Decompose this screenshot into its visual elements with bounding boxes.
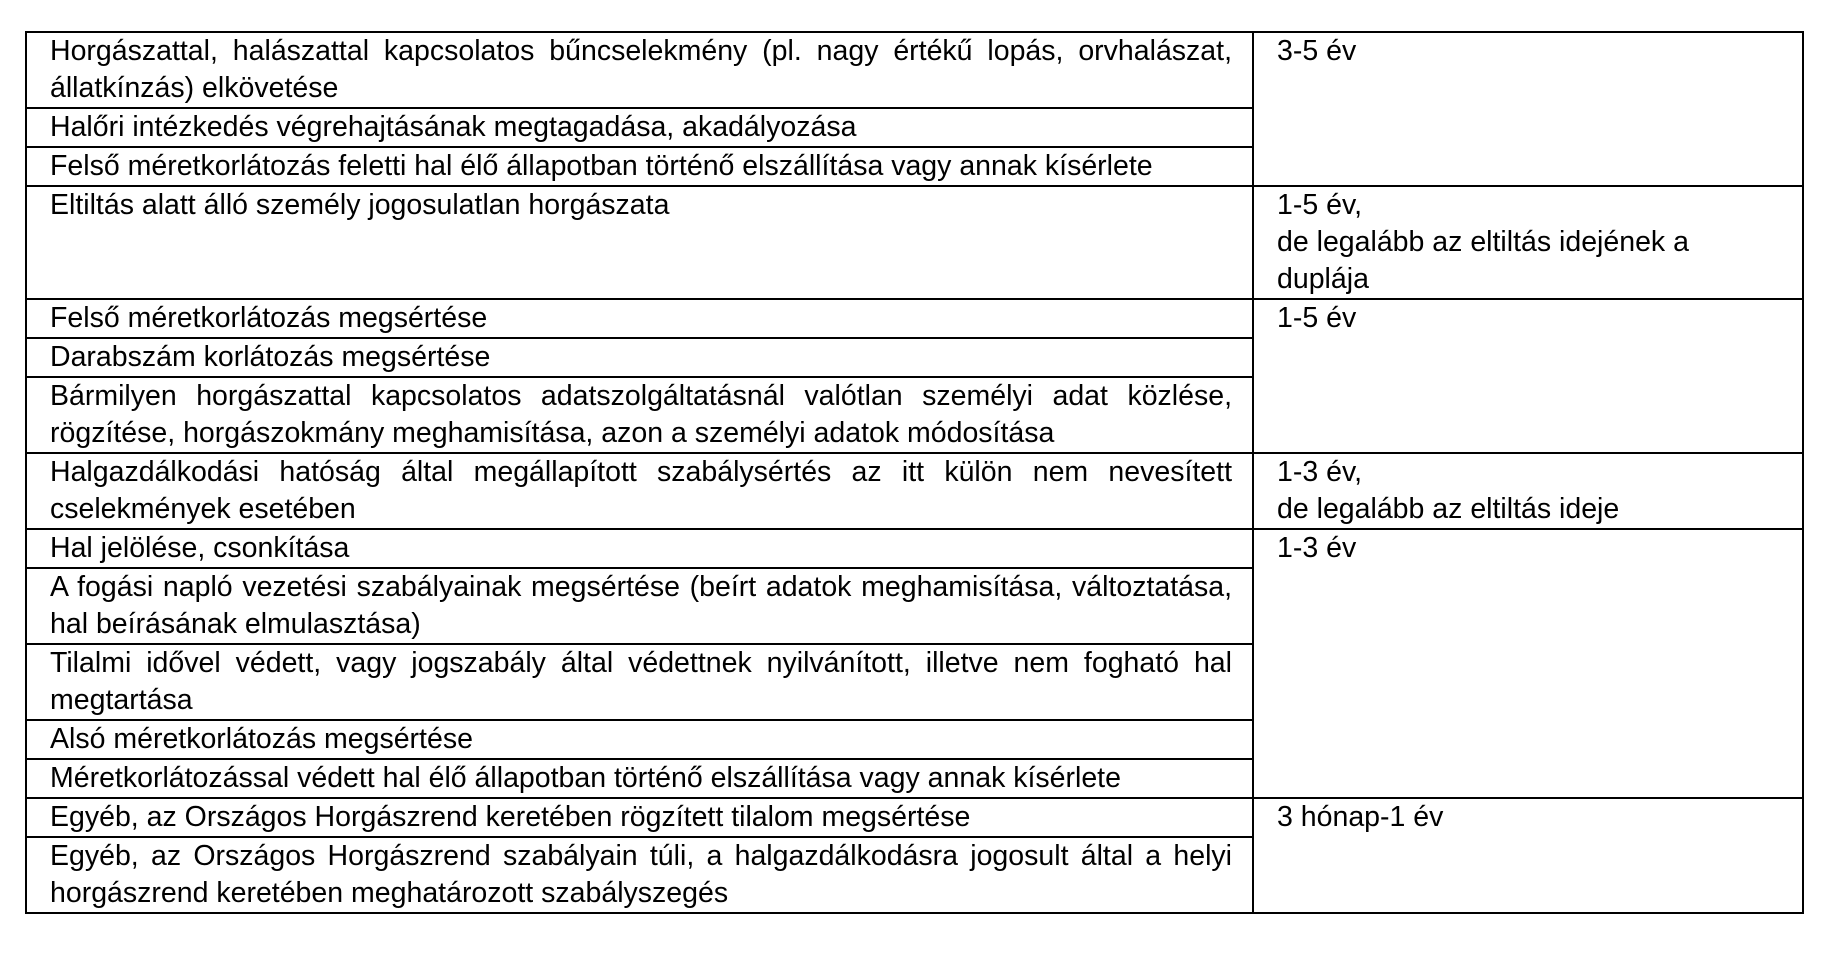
penalty-table <box>25 31 1804 914</box>
offense-cell: Felső méretkorlátozás feletti hal élő állapotban történő elszállítása vagy annak kísérlete <box>26 147 1253 186</box>
penalty-cell <box>1253 529 1803 798</box>
penalty-cell <box>1253 453 1803 529</box>
penalty-text: duplája <box>1277 263 1369 295</box>
penalty-text: 3-5 év <box>1277 35 1357 67</box>
penalty-cell <box>1253 299 1803 453</box>
offense-cell: Bármilyen horgászattal kapcsolatos adatszolgáltatásnál valótlan személyi adat közlése, rögzítése, horgászokmány meghamisítása, azon a személyi adatok módosítása <box>26 377 1253 453</box>
table-row <box>26 299 1803 338</box>
penalty-text: 1-5 év <box>1277 302 1357 334</box>
offense-cell: Egyéb, az Országos Horgászrend szabályain túli, a halgazdálkodásra jogosult által a helyi horgászrend keretében meghatározott szabályszegés <box>26 837 1253 913</box>
offense-cell: Darabszám korlátozás megsértése <box>26 338 1253 377</box>
table-row <box>26 453 1803 529</box>
penalty-text: de legalább az eltiltás ideje <box>1277 493 1620 525</box>
table-row <box>26 529 1803 568</box>
table-row <box>26 186 1803 299</box>
table-row <box>26 798 1803 837</box>
offense-cell: Horgászattal, halászattal kapcsolatos bűncselekmény (pl. nagy értékű lopás, orvhalászat, állatkínzás) elkövetése <box>26 32 1253 108</box>
offense-cell: Hal jelölése, csonkítása <box>26 529 1253 568</box>
offense-cell: Tilalmi idővel védett, vagy jogszabály által védettnek nyilvánított, illetve nem fogható hal megtartása <box>26 644 1253 720</box>
penalty-text: 1-5 év, <box>1277 189 1363 221</box>
table-row <box>26 32 1803 108</box>
penalty-cell <box>1253 32 1803 186</box>
offense-cell: Alsó méretkorlátozás megsértése <box>26 720 1253 759</box>
penalty-cell <box>1253 798 1803 913</box>
offense-cell: Halőri intézkedés végrehajtásának megtagadása, akadályozása <box>26 108 1253 147</box>
penalty-text: 1-3 év <box>1277 532 1357 564</box>
penalty-text: de legalább az eltiltás idejének a <box>1277 226 1689 258</box>
offense-cell: Halgazdálkodási hatóság által megállapított szabálysértés az itt külön nem nevesített cselekmények esetében <box>26 453 1253 529</box>
offense-cell: Eltiltás alatt álló személy jogosulatlan horgászata <box>26 186 1253 299</box>
penalty-text: 3 hónap-1 év <box>1277 801 1444 833</box>
penalty-cell <box>1253 186 1803 299</box>
offense-cell: Egyéb, az Országos Horgászrend keretében rögzített tilalom megsértése <box>26 798 1253 837</box>
offense-cell: A fogási napló vezetési szabályainak megsértése (beírt adatok meghamisítása, változtatása, hal beírásának elmulasztása) <box>26 568 1253 644</box>
offense-cell: Felső méretkorlátozás megsértése <box>26 299 1253 338</box>
offense-cell: Méretkorlátozással védett hal élő állapotban történő elszállítása vagy annak kísérlete <box>26 759 1253 798</box>
penalty-text: 1-3 év, <box>1277 456 1363 488</box>
